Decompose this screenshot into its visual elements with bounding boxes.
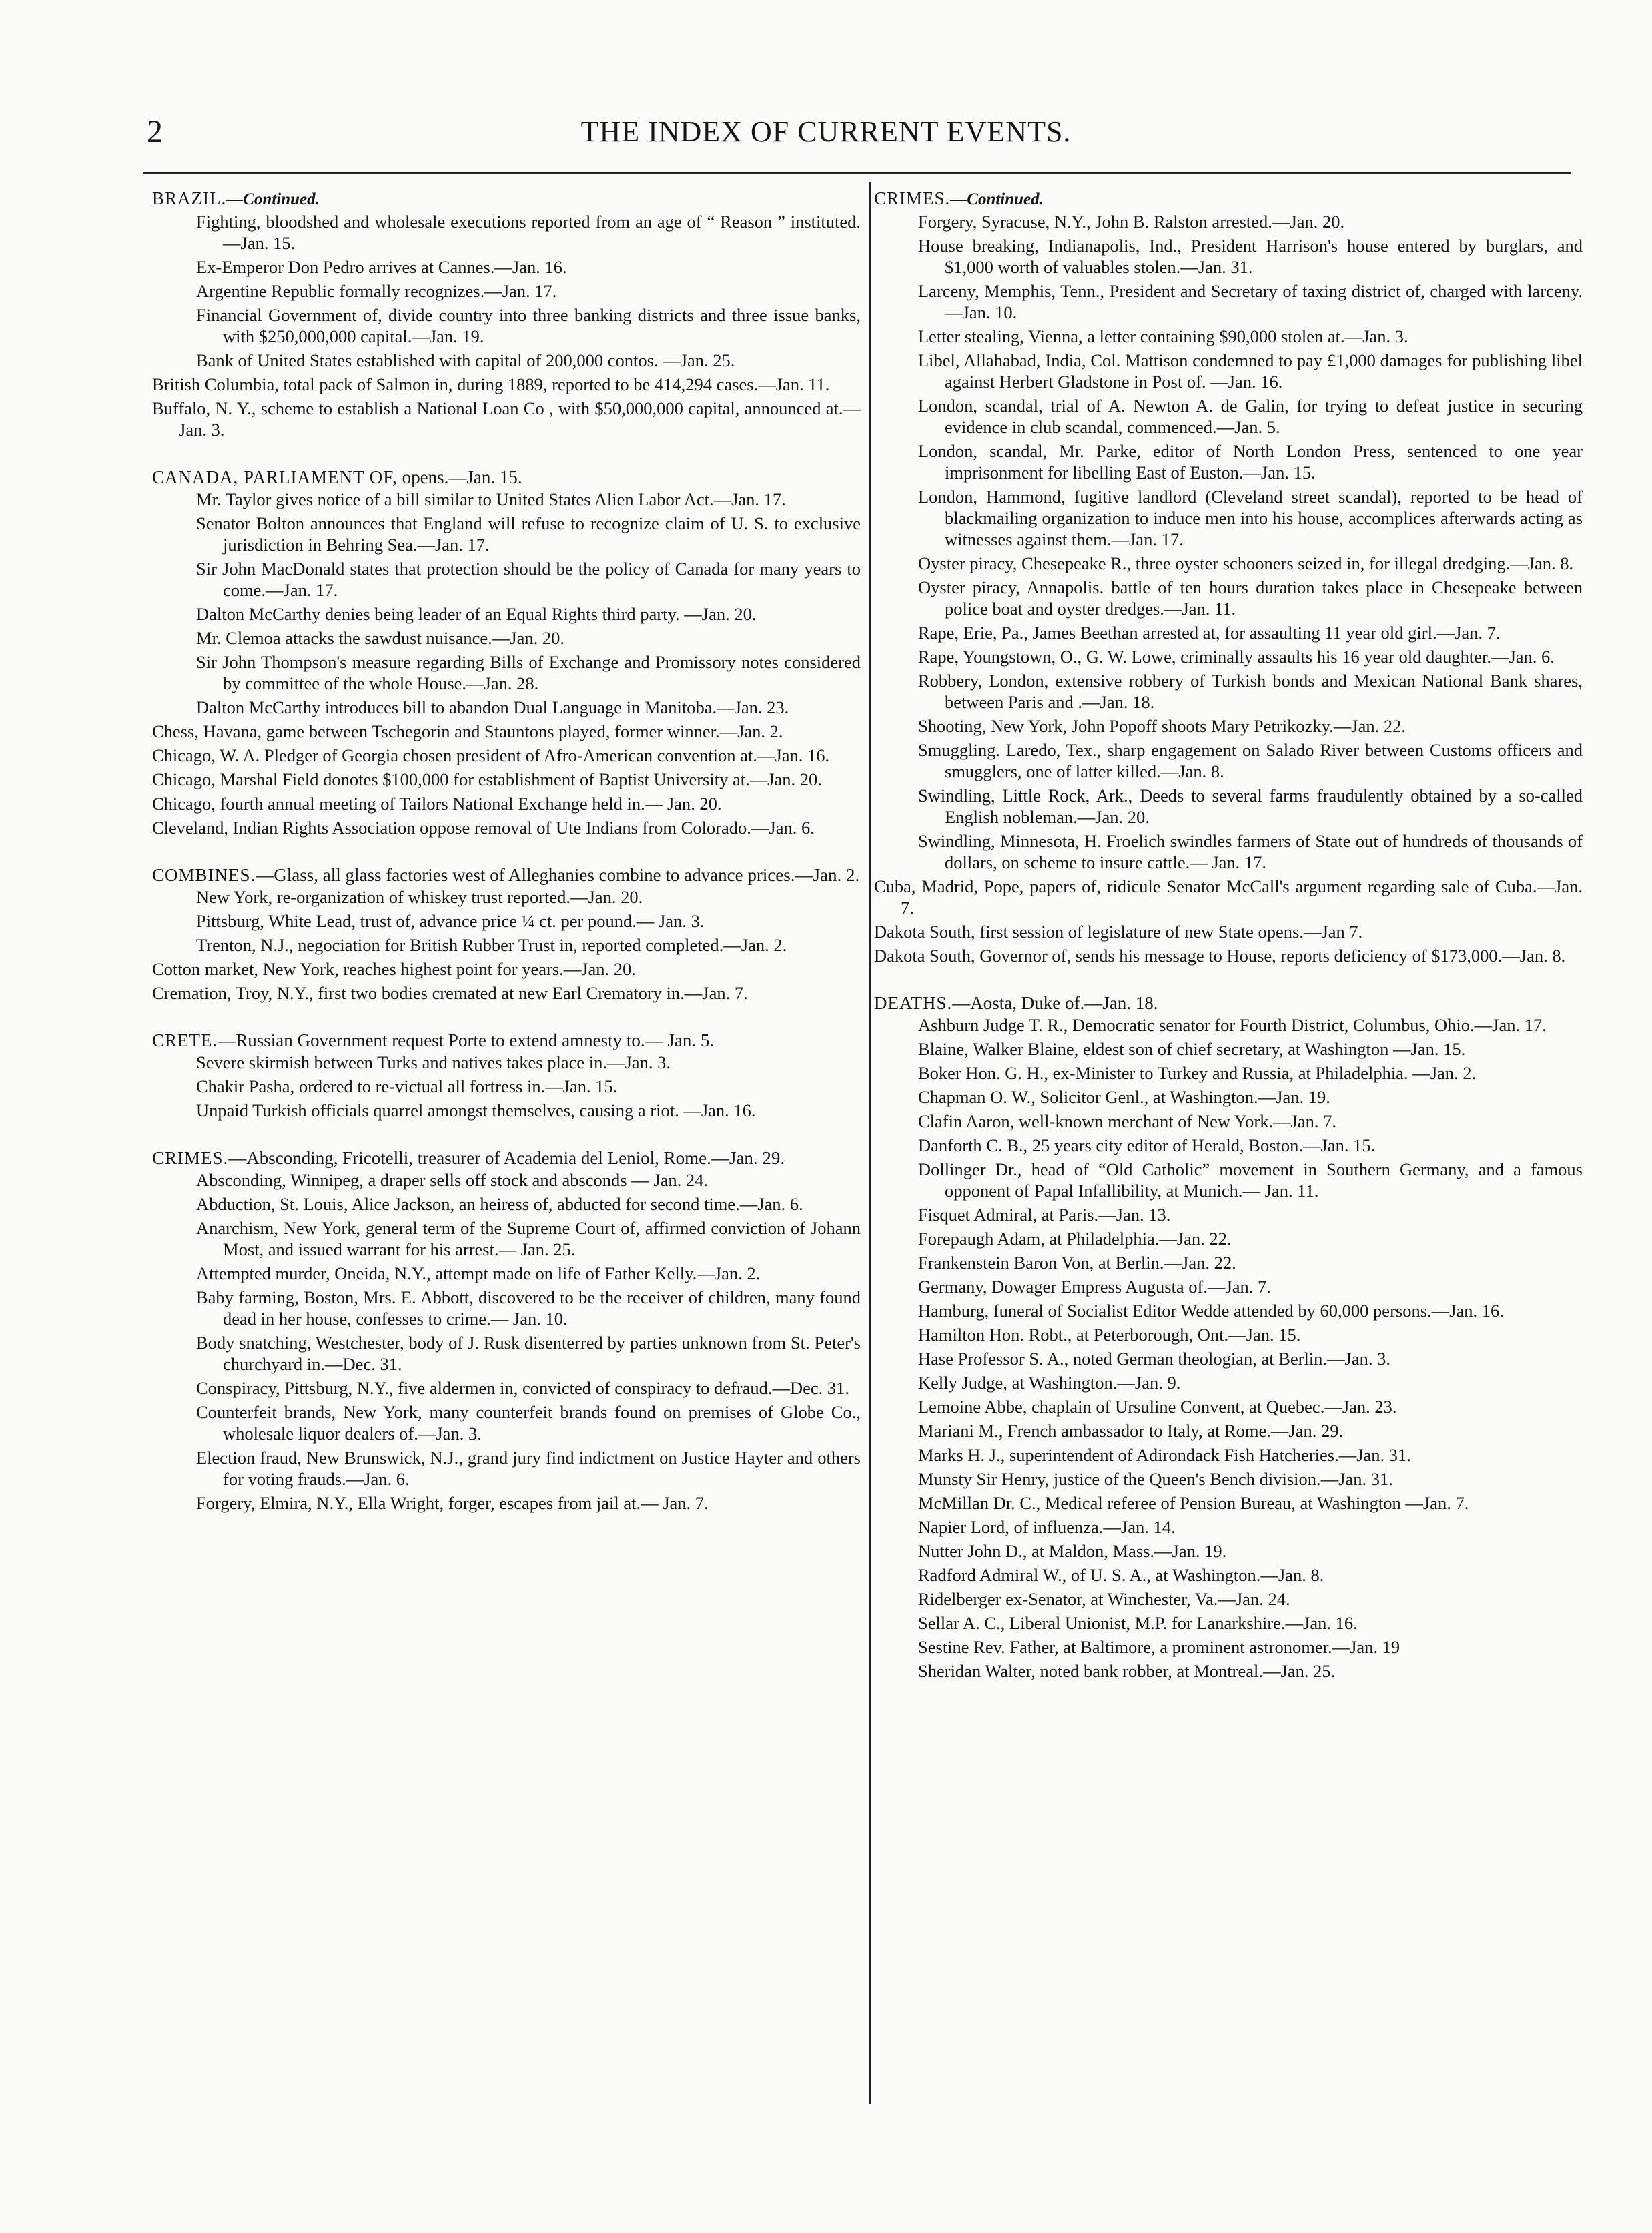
index-entry: Chapman O. W., Solicitor Genl., at Washington.—Jan. 19.	[918, 1087, 1330, 1107]
section-heading	[874, 187, 1583, 211]
index-entry: Chakir Pasha, ordered to re-victual all fortress in.—Jan. 15.	[196, 1076, 618, 1096]
index-entry: Shooting, New York, John Popoff shoots Mary Petrikozky.—Jan. 22.	[918, 716, 1406, 736]
index-section	[152, 1029, 861, 1121]
index-entry: Letter stealing, Vienna, a letter containing $90,000 stolen at.—Jan. 3.	[918, 326, 1408, 346]
index-entry: Dalton McCarthy introduces bill to abandon Dual Language in Manitoba.—Jan. 23.	[196, 697, 789, 717]
index-entry: Severe skirmish between Turks and natives takes place in.—Jan. 3.	[196, 1052, 671, 1072]
index-entry: London, scandal, Mr. Parke, editor of North London Press, sentenced to one year imprisonment for libelling East of Euston.—Jan. 15.	[918, 441, 1583, 483]
index-entry: Argentine Republic formally recognizes.—Jan. 17.	[196, 281, 557, 301]
index-entry: Libel, Allahabad, India, Col. Mattison condemned to pay £1,000 damages for publishing libel against Herbert Gladstone in Post of. —Jan. 16.	[918, 350, 1583, 392]
index-entry: Chicago, W. A. Pledger of Georgia chosen president of Afro-American convention at.—Jan. 16.	[152, 745, 830, 765]
section-spacer	[152, 849, 861, 864]
index-entry: Forepaugh Adam, at Philadelphia.—Jan. 22.	[918, 1229, 1232, 1249]
index-entry: Pittsburg, White Lead, trust of, advance price ¼ ct. per pound.— Jan. 3.	[196, 911, 705, 931]
index-section	[152, 864, 861, 1004]
index-entry: Swindling, Minnesota, H. Froelich swindles farmers of State out of hundreds of thousands of dollars, on scheme to insure cattle.— Jan. 17.	[918, 831, 1583, 872]
section-heading-text: —Aosta, Duke of.—Jan. 18.	[952, 993, 1158, 1013]
section-heading-text: —Absconding, Fricotelli, treasurer of Academia del Leniol, Rome.—Jan. 29.	[228, 1148, 785, 1168]
index-entry: Germany, Dowager Empress Augusta of.—Jan. 7.	[918, 1277, 1271, 1297]
index-section	[874, 992, 1583, 1682]
index-entry: Election fraud, New Brunswick, N.J., grand jury find indictment on Justice Hayter and others for voting frauds.—Jan. 6.	[196, 1448, 861, 1489]
index-entry: Dakota South, Governor of, sends his message to House, reports deficiency of $173,000.—Jan. 8.	[874, 946, 1566, 966]
index-entry: Robbery, London, extensive robbery of Turkish bonds and Mexican National Bank shares, between Paris and .—Jan. 18.	[918, 671, 1583, 712]
index-entry: Chicago, Marshal Field donotes $100,000 for establishment of Baptist University at.—Jan. 20.	[152, 769, 822, 789]
index-entry: Oyster piracy, Chesepeake R., three oyster schooners seized in, for illegal dredging.—Jan. 8.	[918, 553, 1574, 573]
section-heading-name: CANADA, PARLIAMENT OF,	[152, 467, 398, 487]
index-entry: Sir John MacDonald states that protection should be the policy of Canada for many years to come.—Jan. 17.	[196, 559, 861, 600]
section-heading	[152, 187, 861, 211]
section-spacer	[874, 977, 1583, 992]
index-entry: Sestine Rev. Father, at Baltimore, a prominent astronomer.—Jan. 19	[918, 1637, 1400, 1657]
section-heading-name: CRIMES.	[874, 188, 951, 208]
index-entry: Lemoine Abbe, chaplain of Ursuline Convent, at Quebec.—Jan. 23.	[918, 1397, 1397, 1417]
index-entry: Mr. Clemoa attacks the sawdust nuisance.—Jan. 20.	[196, 628, 564, 648]
index-entry: Smuggling. Laredo, Tex., sharp engagement on Salado River between Customs officers and smugglers, one of latter killed.—Jan. 8.	[918, 740, 1583, 781]
index-entry: Fisquet Admiral, at Paris.—Jan. 13.	[918, 1205, 1171, 1225]
section-heading	[152, 1029, 861, 1052]
index-entry: Absconding, Winnipeg, a draper sells off stock and absconds — Jan. 24.	[196, 1170, 709, 1190]
index-entry: Cotton market, New York, reaches highest point for years.—Jan. 20.	[152, 959, 636, 979]
index-entry: Clafin Aaron, well-known merchant of New York.—Jan. 7.	[918, 1111, 1337, 1131]
index-entry: Body snatching, Westchester, body of J. Rusk disenterred by parties unknown from St. Peter's churchyard in.—Dec. 31.	[196, 1333, 861, 1374]
index-entry: Attempted murder, Oneida, N.Y., attempt made on life of Father Kelly.—Jan. 2.	[196, 1263, 761, 1283]
section-heading-name: DEATHS.	[874, 993, 953, 1013]
index-entry: Sir John Thompson's measure regarding Bills of Exchange and Promissory notes considered by committee of the whole House.—Jan. 28.	[196, 652, 861, 693]
index-entry: British Columbia, total pack of Salmon in, during 1889, reported to be 414,294 cases.—Jan. 11.	[152, 374, 830, 394]
index-entry: Trenton, N.J., negociation for British Rubber Trust in, reported completed.—Jan. 2.	[196, 935, 787, 955]
index-entry: Hamburg, funeral of Socialist Editor Wedde attended by 60,000 persons.—Jan. 16.	[918, 1301, 1504, 1321]
section-heading-name: BRAZIL.	[152, 188, 227, 208]
index-entry: Marks H. J., superintendent of Adirondack Fish Hatcheries.—Jan. 31.	[918, 1445, 1411, 1465]
index-section	[152, 1147, 861, 1514]
index-entry: Cremation, Troy, N.Y., first two bodies cremated at new Earl Crematory in.—Jan. 7.	[152, 983, 748, 1003]
index-entry: Unpaid Turkish officials quarrel amongst themselves, causing a riot. —Jan. 16.	[196, 1100, 756, 1121]
right-column	[874, 187, 1583, 1692]
section-heading-text: —Russian Government request Porte to extend amnesty to.— Jan. 5.	[218, 1030, 715, 1050]
index-entry: Munsty Sir Henry, justice of the Queen's Bench division.—Jan. 31.	[918, 1469, 1393, 1489]
section-heading-text: —Glass, all glass factories west of Alleghanies combine to advance prices.—Jan. 2.	[256, 865, 860, 885]
left-column	[152, 187, 861, 1524]
index-entry: Kelly Judge, at Washington.—Jan. 9.	[918, 1373, 1181, 1393]
index-entry: London, Hammond, fugitive landlord (Cleveland street scandal), reported to be head of blackmailing organization to induce men into his house, accomplices afterwards acting as witnesses against them.—Jan. 17.	[918, 487, 1583, 549]
index-entry: Larceny, Memphis, Tenn., President and Secretary of taxing district of, charged with larceny.—Jan. 10.	[918, 281, 1583, 322]
index-entry: Financial Government of, divide country into three banking districts and three issue banks, with $250,000,000 capital.—Jan. 19.	[196, 305, 861, 346]
index-entry: Cuba, Madrid, Pope, papers of, ridicule Senator McCall's argument regarding sale of Cuba.—Jan. 7.	[874, 876, 1583, 918]
header-rule	[143, 172, 1571, 174]
index-entry: Dakota South, first session of legislature of new State opens.—Jan 7.	[874, 922, 1363, 942]
section-heading-text: opens.—Jan. 15.	[397, 467, 522, 487]
index-entry: Dalton McCarthy denies being leader of an Equal Rights third party. —Jan. 20.	[196, 604, 757, 624]
index-entry: Ex-Emperor Don Pedro arrives at Cannes.—Jan. 16.	[196, 257, 567, 277]
index-entry: House breaking, Indianapolis, Ind., President Harrison's house entered by burglars, and $1,000 worth of valuables stolen.—Jan. 31.	[918, 236, 1583, 277]
index-entry: Senator Bolton announces that England will refuse to recognize claim of U. S. to exclusive jurisdiction in Behring Sea.—Jan. 17.	[196, 513, 861, 555]
index-entry: Bank of United States established with capital of 200,000 contos. —Jan. 25.	[196, 350, 735, 370]
index-entry: Napier Lord, of influenza.—Jan. 14.	[918, 1517, 1176, 1537]
page-number: 2	[147, 114, 163, 149]
section-spacer	[152, 451, 861, 466]
index-entry: Rape, Youngstown, O., G. W. Lowe, criminally assaults his 16 year old daughter.—Jan. 6.	[918, 647, 1555, 667]
index-entry: Frankenstein Baron Von, at Berlin.—Jan. 22.	[918, 1253, 1236, 1273]
section-heading-name: COMBINES.	[152, 865, 256, 885]
index-entry: McMillan Dr. C., Medical referee of Pension Bureau, at Washington —Jan. 7.	[918, 1493, 1469, 1513]
index-entry: Mariani M., French ambassador to Italy, at Rome.—Jan. 29.	[918, 1421, 1344, 1441]
section-heading-name: CRETE.	[152, 1030, 218, 1050]
index-section	[874, 187, 1583, 966]
index-entry: Conspiracy, Pittsburg, N.Y., five aldermen in, convicted of conspiracy to defraud.—Dec. 31.	[196, 1378, 850, 1398]
section-continued-label: —Continued.	[226, 190, 320, 208]
index-section	[152, 187, 861, 440]
index-entry: Cleveland, Indian Rights Association oppose removal of Ute Indians from Colorado.—Jan. 6.	[152, 818, 815, 838]
index-entry: London, scandal, trial of A. Newton A. de Galin, for trying to defeat justice in securing evidence in club scandal, commenced.—Jan. 5.	[918, 396, 1583, 437]
index-entry: Danforth C. B., 25 years city editor of Herald, Boston.—Jan. 15.	[918, 1135, 1376, 1155]
index-entry: Sellar A. C., Liberal Unionist, M.P. for Lanarkshire.—Jan. 16.	[918, 1613, 1358, 1633]
section-heading	[152, 466, 861, 489]
section-spacer	[152, 1014, 861, 1029]
index-entry: Counterfeit brands, New York, many counterfeit brands found on premises of Globe Co., wholesale liquor dealers of.—Jan. 3.	[196, 1402, 861, 1444]
index-entry: Hase Professor S. A., noted German theologian, at Berlin.—Jan. 3.	[918, 1349, 1391, 1369]
index-entry: Anarchism, New York, general term of the Supreme Court of, affirmed conviction of Johann Most, and issued warrant for his arrest.— Jan. 25.	[196, 1218, 861, 1259]
index-entry: Forgery, Elmira, N.Y., Ella Wright, forger, escapes from jail at.— Jan. 7.	[196, 1493, 709, 1513]
index-entry: Ashburn Judge T. R., Democratic senator for Fourth District, Columbus, Ohio.—Jan. 17.	[918, 1015, 1547, 1035]
section-heading	[874, 992, 1583, 1014]
index-entry: Swindling, Little Rock, Ark., Deeds to several farms fraudulently obtained by a so-called English nobleman.—Jan. 20.	[918, 785, 1583, 827]
section-continued-label: —Continued.	[950, 190, 1044, 208]
index-entry: Baby farming, Boston, Mrs. E. Abbott, discovered to be the receiver of children, many found dead in her house, confesses to crime.— Jan. 10.	[196, 1287, 861, 1329]
section-heading	[152, 1147, 861, 1169]
index-entry: Oyster piracy, Annapolis. battle of ten hours duration takes place in Chesepeake between police boat and oyster dredges.—Jan. 11.	[918, 577, 1583, 619]
column-divider	[869, 182, 871, 2104]
section-heading	[152, 864, 861, 886]
index-entry: Blaine, Walker Blaine, eldest son of chief secretary, at Washington —Jan. 15.	[918, 1039, 1466, 1059]
index-section	[152, 466, 861, 838]
section-heading-name: CRIMES.	[152, 1148, 229, 1168]
index-entry: Nutter John D., at Maldon, Mass.—Jan. 19.	[918, 1541, 1227, 1561]
index-entry: Boker Hon. G. H., ex-Minister to Turkey and Russia, at Philadelphia. —Jan. 2.	[918, 1063, 1477, 1083]
page-title: THE INDEX OF CURRENT EVENTS.	[580, 115, 1072, 148]
index-entry: Chess, Havana, game between Tschegorin and Stauntons played, former winner.—Jan. 2.	[152, 721, 783, 741]
section-spacer	[152, 1132, 861, 1147]
index-entry: Ridelberger ex-Senator, at Winchester, Va.—Jan. 24.	[918, 1589, 1290, 1609]
index-entry: Hamilton Hon. Robt., at Peterborough, Ont.—Jan. 15.	[918, 1325, 1301, 1345]
index-entry: Sheridan Walter, noted bank robber, at Montreal.—Jan. 25.	[918, 1661, 1336, 1681]
index-entry: Fighting, bloodshed and wholesale executions reported from an age of “ Reason ” instituted.—Jan. 15.	[196, 212, 861, 253]
index-entry: Mr. Taylor gives notice of a bill similar to United States Alien Labor Act.—Jan. 17.	[196, 489, 786, 509]
index-entry: Rape, Erie, Pa., James Beethan arrested at, for assaulting 11 year old girl.—Jan. 7.	[918, 623, 1501, 643]
index-entry: New York, re-organization of whiskey trust reported.—Jan. 20.	[196, 887, 643, 907]
index-entry: Forgery, Syracuse, N.Y., John B. Ralston arrested.—Jan. 20.	[918, 212, 1345, 232]
index-entry: Abduction, St. Louis, Alice Jackson, an heiress of, abducted for second time.—Jan. 6.	[196, 1194, 803, 1214]
index-entry: Buffalo, N. Y., scheme to establish a National Loan Co , with $50,000,000 capital, announced at.—Jan. 3.	[152, 398, 861, 440]
index-entry: Chicago, fourth annual meeting of Tailors National Exchange held in.— Jan. 20.	[152, 793, 722, 814]
index-entry: Dollinger Dr., head of “Old Catholic” movement in Southern Germany, and a famous opponent of Papal Infallibility, at Munich.— Jan. 11.	[918, 1159, 1583, 1201]
index-entry: Radford Admiral W., of U. S. A., at Washington.—Jan. 8.	[918, 1565, 1324, 1585]
